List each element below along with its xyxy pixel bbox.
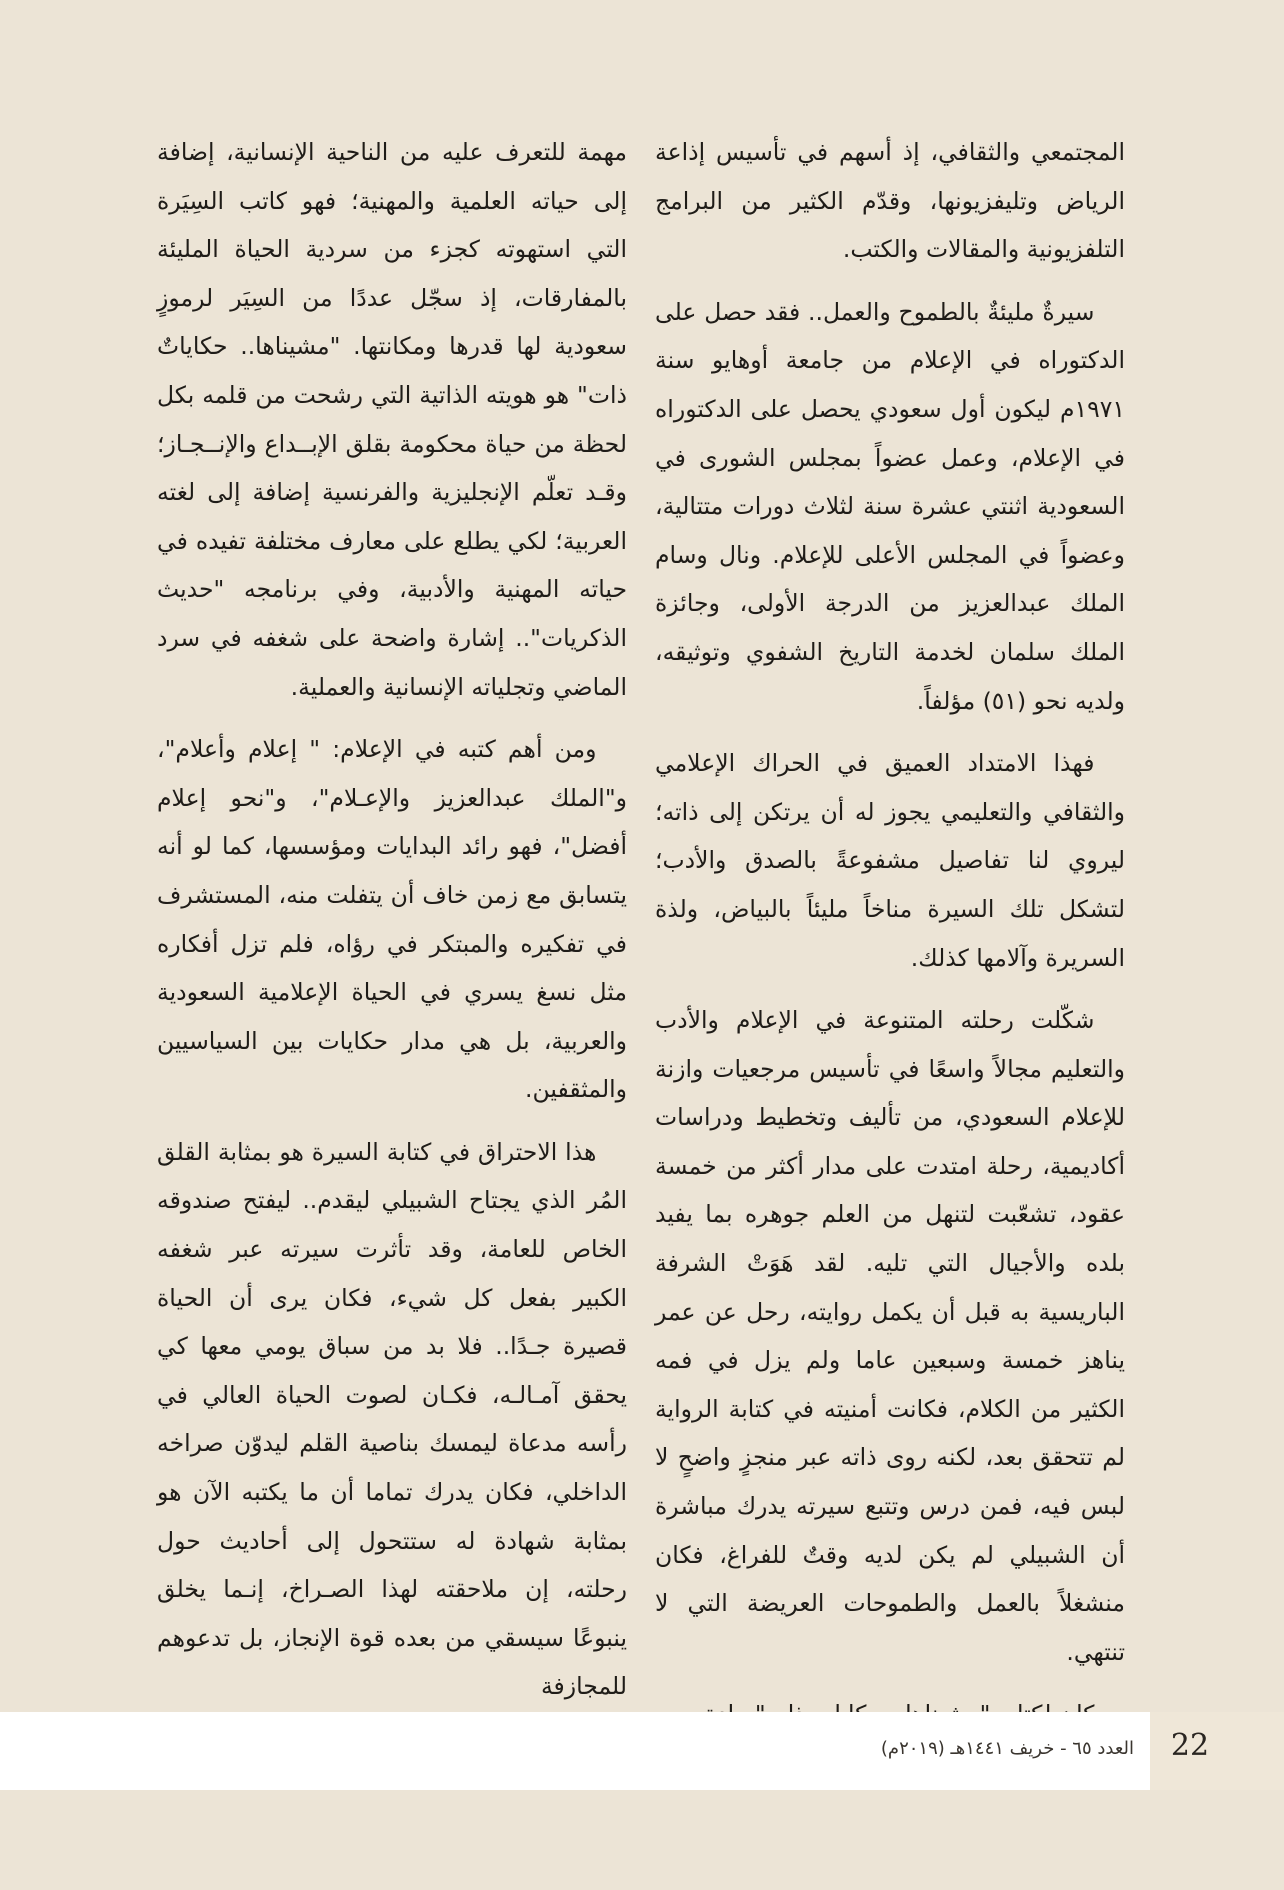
paragraph: هذا الاحتراق في كتابة السيرة هو بمثابة القلق المُر الذي يجتاح الشبيلي ليقدم.. ليفتح صندوقه الخاص للعامة، وقد تأثرت سيرته عبر شغفه الكبير بفعل كل شيء، فكان يرى أن الحياة قصيرة جـدًا.. فلا بد من سباق يومي معها كي يحقق آمـالـه، فكـان لصوت الحياة العالي في رأسه مدعاة ليمسك بناصية القلم ليدوّن صراخه الداخلي، فكان يدرك تماما أن ما يكتبه الآن هو بمثابة شهادة له ستتحول إلى أحاديث حول رحلته، إن ملاحقته لهذا الصـراخ، إنـما يخلق ينبوعًا سيسقي من بعده قوة الإنجاز، بل تدعوهم للمجازفة: [157, 1137, 627, 1701]
issue-info: العدد ٦٥ - خريف ١٤٤١هـ (٢٠١٩م): [880, 1738, 1134, 1759]
paragraph: ومن أهم كتبه في الإعلام: " إعلام وأعلام"، و"الملك عبدالعزيز والإعـلام"، و"نحو إعلام أفضل"، فهو رائد البدايات ومؤسسها، كما لو أنه يتسابق مع زمن خاف أن يتفلت منه، المستشرف في تفكيره والمبتكر في رؤاه، فلم تزل أفكاره مثل نسغ يسري في الحياة الإعلامية السعودية والعربية، بل هي مدار حكايات بين السياسيين والمثقفين.: [157, 735, 627, 1104]
paragraph: سيرةٌ مليئةٌ بالطموح والعمل.. فقد حصل على الدكتوراه في الإعلام من جامعة أوهايو سنة ١٩٧١م ليكون أول سعودي يحصل على الدكتوراه في الإعلام، وعمل عضواً بمجلس الشورى في السعودية اثنتي عشرة سنة لثلاث دورات متتالية، وعضواً في المجلس الأعلى للإعلام. ونال وسام الملك عبدالعزيز من الدرجة الأولى، وجائزة الملك سلمان لخدمة التاريخ الشفوي وتوثيقه، ولديه نحو (٥١) مؤلفاً.: [655, 297, 1125, 715]
paragraph: المجتمعي والثقافي، إذ أسهم في تأسيس إذاعة الرياض وتليفزيونها، وقدّم الكثير من البرامج التلفزيونية والمقالات والكتب.: [655, 138, 1125, 264]
paragraph: فهذا الامتداد العميق في الحراك الإعلامي والثقافي والتعليمي يجوز له أن يرتكن إلى ذاته؛ ليروي لنا تفاصيل مشفوعةً بالصدق والأدب؛ لتشكل تلك السيرة مناخاً مليئاً بالبياض، ولذة السريرة وآلامها كذلك.: [655, 749, 1125, 972]
article-column-right: [655, 128, 1125, 1739]
paragraph: مهمة للتعرف عليه من الناحية الإنسانية، إضافة إلى حياته العلمية والمهنية؛ فهو كاتب السِيَرة التي استهوته كجزء من سردية الحياة المليئة بالمفارقات، إذ سجّل عددًا من السِيَر لرموزٍ سعودية لها قدرها ومكانتها. "مشيناها.. حكاياتٌ ذات" هو هويته الذاتية التي رشحت من قلمه بكل لحظة من حياة محكومة بقلق الإبــداع والإنــجـاز؛ وقـد تعلّم الإنجليزية والفرنسية إضافة إلى لغته العربية؛ لكي يطلع على معارف مختلفة تفيده في حياته المهنية والأدبية، وفي برنامجه "حديث الذكريات".. إشارة واضحة على شغفه في سرد الماضي وتجلياته الإنسانية والعملية.: [157, 138, 627, 701]
paragraph: شكّلت رحلته المتنوعة في الإعلام والأدب والتعليم مجالاً واسعًا في تأسيس مرجعيات وازنة للإعلام السعودي، من تأليف وتخطيط ودراسات أكاديمية، رحلة امتدت على مدار أكثر من خمسة عقود، تشعّبت لتنهل من العلم جوهره بما يفيد بلده والأجيال التي تليه. لقد هَوَتْ الشرفة الباريسية به قبل أن يكمل روايته، رحل عن عمر يناهز خمسة وسبعين عاما ولم يزل في فمه الكثير من الكلام، فكانت أمنيته في كتابة الرواية لم تتحقق بعد، لكنه روى ذاته عبر منجزٍ واضحٍ لا لبس فيه، فمن درس وتتبع سيرته يدرك مباشرة أن الشبيلي لم يكن لديه وقتٌ للفراغ، فكان منشغلاً بالعمل والطموحات العريضة التي لا تنتهي.: [655, 1006, 1125, 1666]
article-column-left: [157, 128, 627, 1711]
page-number: 22: [1170, 1728, 1210, 1763]
